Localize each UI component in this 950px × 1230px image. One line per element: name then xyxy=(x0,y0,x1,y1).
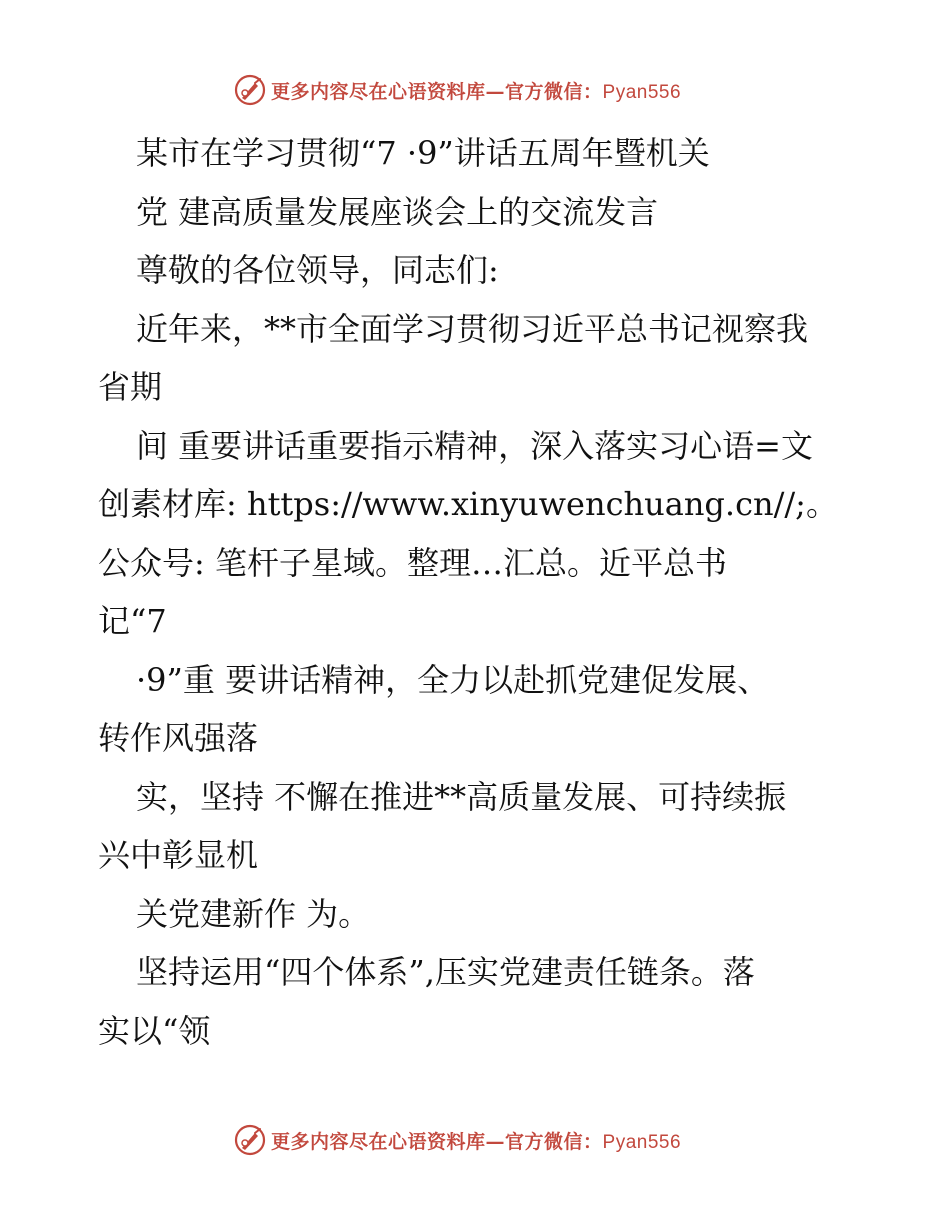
paragraph-line: 记“7 xyxy=(98,602,167,640)
paragraph-line: 实，坚持 不懈在推进**高质量发展、可持续振 xyxy=(136,777,787,816)
quill-pen-logo-icon xyxy=(233,1123,267,1157)
paragraph-line: ·9”重 要讲话精神，全力以赴抓党建促发展、 xyxy=(136,660,770,699)
wechat-handle: Pyan556 xyxy=(602,1131,682,1153)
paragraph-line: 公众号: 笔杆子星域。整理…汇总。近平总书 xyxy=(98,543,727,582)
quill-pen-logo-icon xyxy=(233,73,267,107)
salutation: 尊敬的各位领导，同志们: xyxy=(136,251,499,289)
paragraph-line: 间 重要讲话重要指示精神，深入落实习心语=文 xyxy=(136,426,813,465)
paragraph-line: 省期 xyxy=(98,368,163,406)
paragraph-line: 兴中彰显机 xyxy=(98,836,259,874)
banner-text: 更多内容尽在心语资料库—官方微信：Pyan556 xyxy=(271,1130,682,1153)
document-body xyxy=(98,124,858,1060)
paragraph-line: 关党建新作 为。 xyxy=(136,894,371,933)
title-line-2: 党 建高质量发展座谈会上的交流发言 xyxy=(136,192,659,231)
banner-text: 更多内容尽在心语资料库—官方微信：Pyan556 xyxy=(271,80,682,103)
header-banner xyxy=(233,72,713,108)
paragraph-line: 坚持运用“四个体系”,压实党建责任链条。落 xyxy=(136,953,755,991)
title-line-1: 某市在学习贯彻“7 ·9”讲话五周年暨机关 xyxy=(136,134,710,172)
wechat-handle: Pyan556 xyxy=(602,81,682,103)
paragraph-line: 近年来，**市全面学习贯彻习近平总书记视察我 xyxy=(136,309,809,348)
paragraph-line: 实以“领 xyxy=(98,1011,211,1050)
footer-banner xyxy=(233,1122,713,1158)
paragraph-line: 转作风强落 xyxy=(98,719,259,757)
paragraph-line: 创素材库: https://www.xinyuwenchuang.cn//;。 xyxy=(98,485,838,523)
